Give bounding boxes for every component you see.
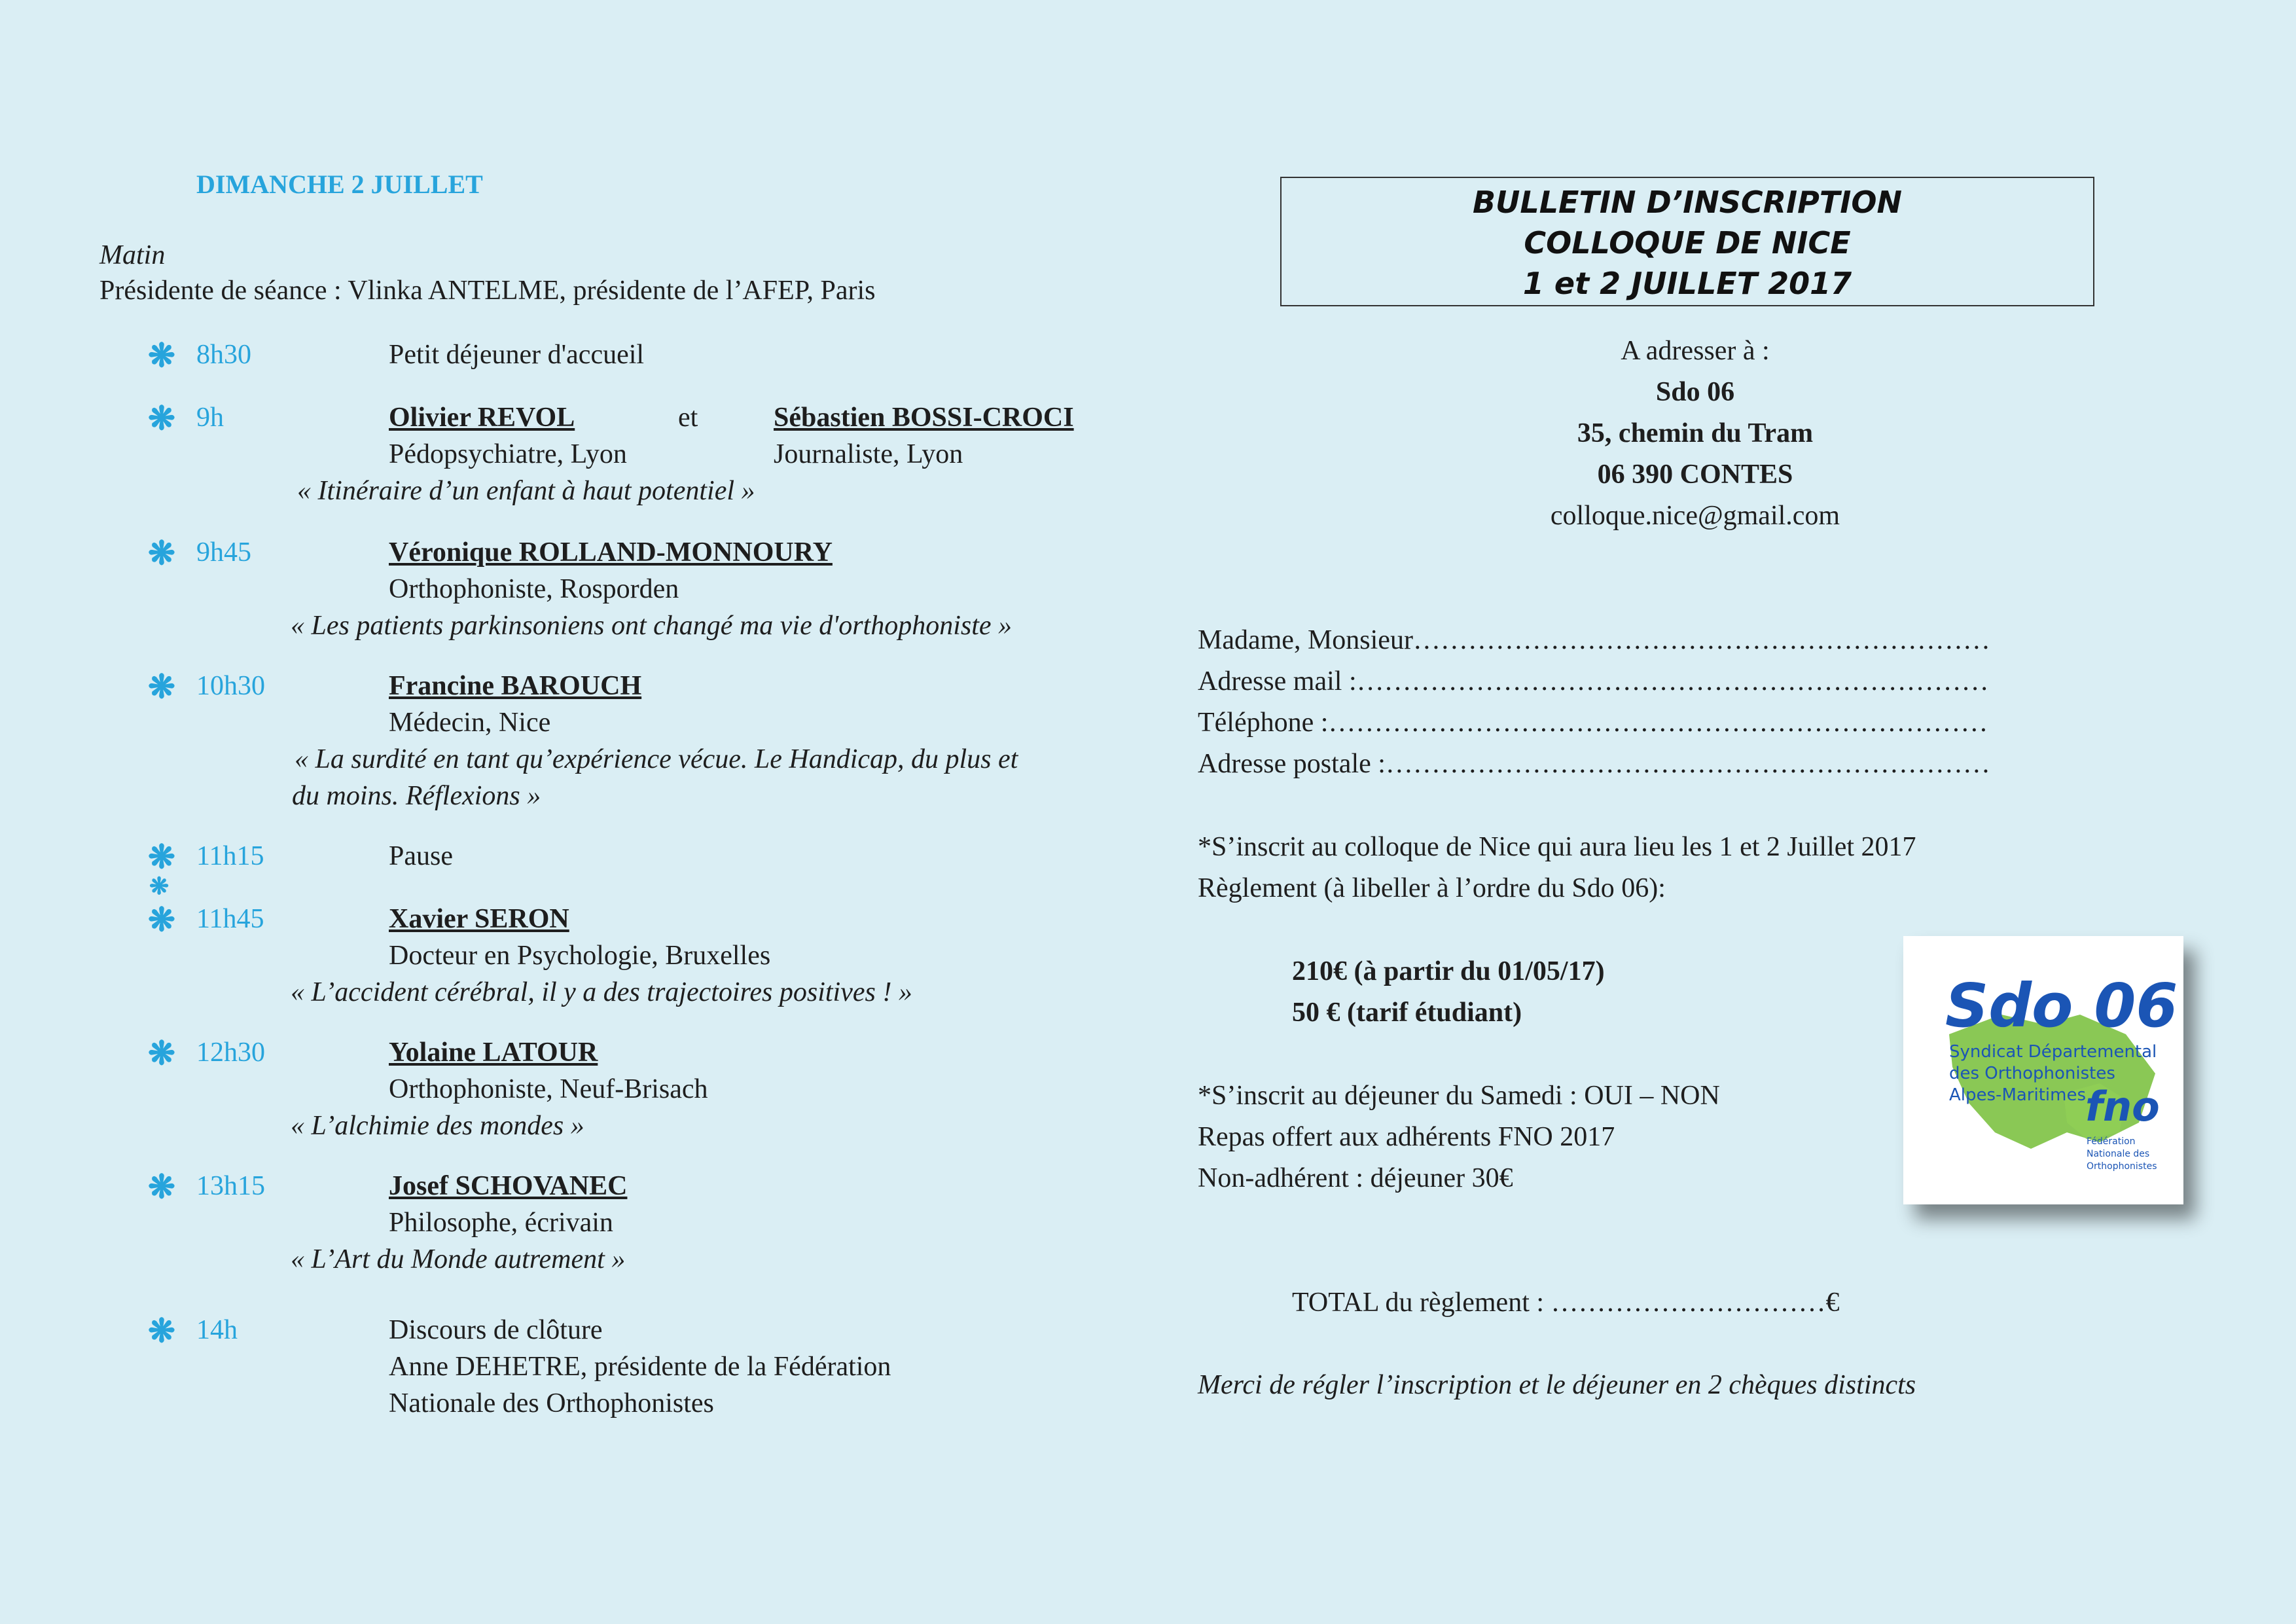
session-label: Matin <box>99 240 166 270</box>
bulletin-title-line: COLLOQUE DE NICE <box>1524 225 1851 261</box>
speaker-role: Docteur en Psychologie, Bruxelles <box>389 941 771 971</box>
bullet-star-icon: ❋ <box>148 1168 175 1205</box>
item-time: 14h <box>196 1315 238 1345</box>
logo-sub-3: Alpes-Maritimes <box>1949 1085 2087 1105</box>
speaker-name: Yolaine LATOUR <box>389 1038 598 1068</box>
bullet-star-icon: ❋ <box>148 337 175 374</box>
address-city: 06 390 CONTES <box>1597 460 1793 490</box>
price-student: 50 € (tarif étudiant) <box>1292 998 1522 1028</box>
bulletin-title-box <box>1280 177 2094 306</box>
form-field-name[interactable]: Madame, Monsieur……………………………………………………… <box>1198 625 1990 655</box>
bulletin-title-line: 1 et 2 JUILLET 2017 <box>1522 266 1852 301</box>
total-line[interactable]: TOTAL du règlement : …………………………€ <box>1292 1288 1840 1318</box>
speaker-role: Journaliste, Lyon <box>774 439 963 469</box>
address-name: Sdo 06 <box>1655 377 1735 407</box>
logo-main-text: Sdo 06 <box>1945 971 2178 1041</box>
speaker-name: Véronique ROLLAND-MONNOURY <box>389 537 833 568</box>
price-regular: 210€ (à partir du 01/05/17) <box>1292 956 1605 986</box>
speaker-name: Xavier SERON <box>389 904 569 934</box>
repas-line: Repas offert aux adhérents FNO 2017 <box>1198 1122 1615 1152</box>
bullet-star-icon: ❋ <box>149 873 170 899</box>
inscription-line: *S’inscrit au colloque de Nice qui aura lieu les 1 et 2 Juillet 2017 <box>1198 832 1916 862</box>
speaker-role: Orthophoniste, Neuf-Brisach <box>389 1074 708 1104</box>
item-time: 12h30 <box>196 1038 265 1068</box>
speaker-name: Sébastien BOSSI-CROCI <box>774 403 1074 433</box>
item-time: 10h30 <box>196 671 265 701</box>
talk-title: « Les patients parkinsoniens ont changé ma vie d'orthophoniste » <box>291 611 1013 641</box>
item-text: Pause <box>389 841 453 871</box>
speaker-role: Philosophe, écrivain <box>389 1208 613 1238</box>
logo-fno-3: Orthophonistes <box>2087 1161 2157 1172</box>
bullet-star-icon: ❋ <box>148 668 175 705</box>
form-field-phone[interactable]: Téléphone :……………………………………………………………… <box>1198 708 1988 738</box>
item-time: 8h30 <box>196 340 251 370</box>
speaker-name: Francine BAROUCH <box>389 671 642 701</box>
logo-sub-2: des Orthophonistes <box>1949 1064 2115 1083</box>
speaker-name: Olivier REVOL <box>389 403 575 433</box>
item-time: 11h15 <box>196 841 264 871</box>
bullet-star-icon: ❋ <box>148 839 175 875</box>
address-intro: A adresser à : <box>1621 336 1770 366</box>
speaker-role: Orthophoniste, Rosporden <box>389 574 679 604</box>
speaker-name: Josef SCHOVANEC <box>389 1171 628 1201</box>
lunch-line[interactable]: *S’inscrit au déjeuner du Samedi : OUI – NON <box>1198 1081 1720 1111</box>
non-adherent-line: Non-adhérent : déjeuner 30€ <box>1198 1163 1513 1193</box>
item-text: Discours de clôture <box>389 1315 603 1345</box>
address-email: colloque.nice@gmail.com <box>1550 501 1840 531</box>
logo-fno-1: Fédération <box>2087 1136 2136 1147</box>
speaker-role: Pédopsychiatre, Lyon <box>389 439 627 469</box>
item-time: 13h15 <box>196 1171 265 1201</box>
reglement-line: Règlement (à libeller à l’ordre du Sdo 06): <box>1198 873 1666 903</box>
logo-map-icon <box>1903 936 2183 1204</box>
item-text: Nationale des Orthophonistes <box>389 1388 714 1418</box>
session-chair: Présidente de séance : Vlinka ANTELME, présidente de l’AFEP, Paris <box>99 276 876 306</box>
bulletin-title-line: BULLETIN D’INSCRIPTION <box>1473 185 1902 220</box>
day-title: DIMANCHE 2 JUILLET <box>196 170 483 199</box>
sdo06-logo <box>1903 936 2183 1204</box>
address-street: 35, chemin du Tram <box>1577 418 1814 448</box>
bullet-star-icon: ❋ <box>148 400 175 437</box>
item-time: 11h45 <box>196 904 264 934</box>
logo-sub-1: Syndicat Départemental <box>1949 1042 2157 1062</box>
item-time: 9h <box>196 403 224 433</box>
form-field-email[interactable]: Adresse mail :…………………………………………………………… <box>1198 666 1989 696</box>
talk-title: « Itinéraire d’un enfant à haut potentiel » <box>297 476 755 506</box>
talk-title-continued: du moins. Réflexions » <box>292 781 541 811</box>
item-text: Anne DEHETRE, présidente de la Fédération <box>389 1352 891 1382</box>
speaker-role: Médecin, Nice <box>389 708 551 738</box>
talk-title: « La surdité en tant qu’expérience vécue. Le Handicap, du plus et <box>295 744 1018 774</box>
talk-title: « L’Art du Monde autrement » <box>291 1244 626 1274</box>
logo-fno: fno <box>2085 1083 2160 1130</box>
talk-title: « L’accident cérébral, il y a des trajectoires positives ! » <box>291 977 912 1007</box>
bullet-star-icon: ❋ <box>148 535 175 571</box>
logo-fno-2: Nationale des <box>2087 1149 2150 1159</box>
form-field-address[interactable]: Adresse postale :………………………………………………………… <box>1198 749 1990 779</box>
bullet-star-icon: ❋ <box>148 1312 175 1349</box>
merci-line: Merci de régler l’inscription et le déjeuner en 2 chèques distincts <box>1198 1370 1916 1400</box>
item-time: 9h45 <box>196 537 251 568</box>
item-text: Petit déjeuner d'accueil <box>389 340 645 370</box>
bullet-star-icon: ❋ <box>148 1035 175 1072</box>
talk-title: « L’alchimie des mondes » <box>291 1111 584 1141</box>
connector: et <box>678 403 698 433</box>
bullet-star-icon: ❋ <box>148 901 175 938</box>
